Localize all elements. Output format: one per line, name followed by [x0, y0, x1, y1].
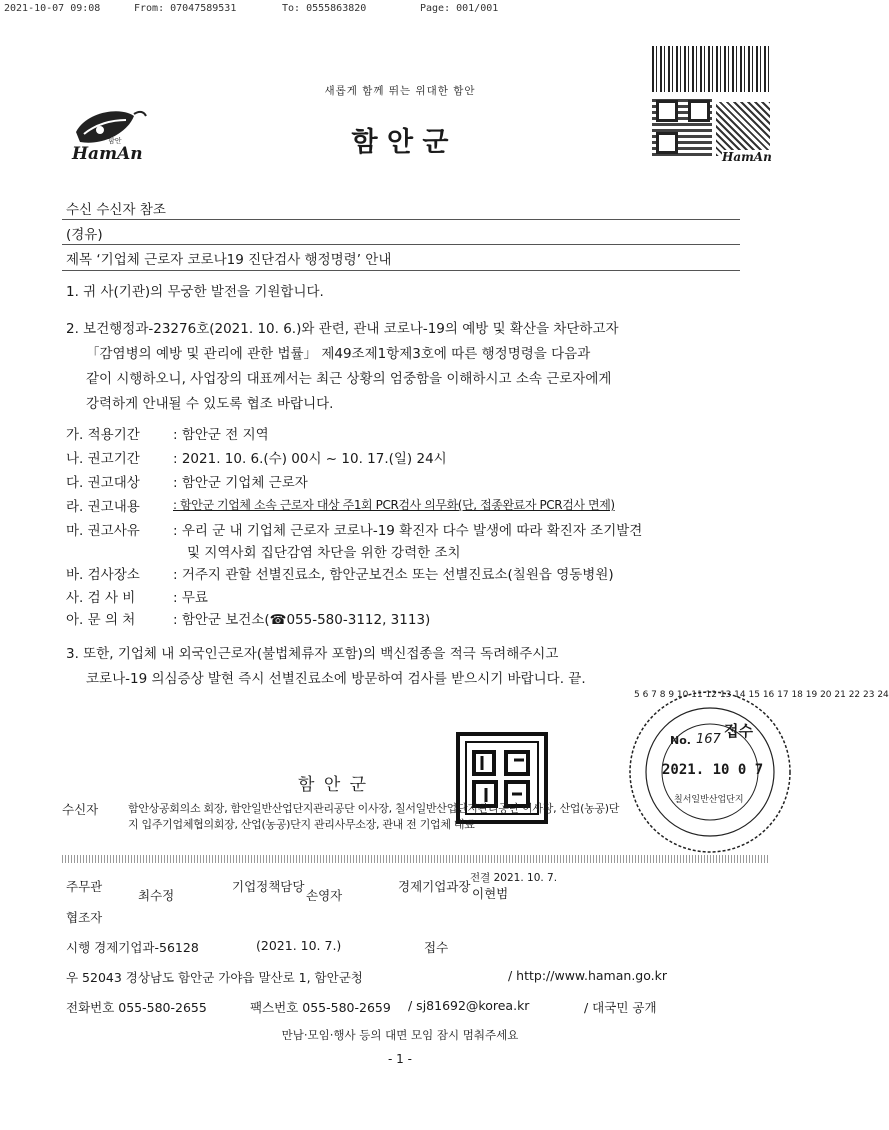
hatched-divider	[62, 855, 768, 863]
divider	[62, 244, 740, 245]
originator-name: 최수정	[138, 888, 175, 903]
item-value: : 함안군 보건소(☎055-580-3112, 3113)	[173, 612, 431, 628]
paragraph-2-line-2: 「감염병의 예방 및 관리에 관한 법률」 제49조제1항제3호에 따른 행정명령을 다음과	[86, 346, 591, 362]
email-address[interactable]: / sj81692@korea.kr	[408, 998, 530, 1013]
via-line: (경유)	[66, 227, 103, 243]
barcode-strip	[652, 46, 772, 92]
qr-finder-icon	[656, 100, 678, 122]
stamp-label: 접수	[724, 722, 753, 740]
paragraph-2-line-4: 강력하게 안내될 수 있도록 협조 바랍니다.	[86, 396, 334, 412]
final-approval: 전결 2021. 10. 7.	[470, 872, 558, 884]
stamp-date: 2021. 10 0 7	[662, 762, 764, 778]
item-label: 나. 권고기간	[66, 451, 140, 467]
homepage-url[interactable]: / http://www.haman.go.kr	[508, 968, 668, 983]
enforcement-number: 시행 경제기업과-56128	[66, 940, 199, 955]
address: 우 52043 경상남도 함안군 가야읍 말산로 1, 함안군청	[66, 970, 363, 985]
divider	[62, 270, 740, 271]
subject-line: 제목 ‘기업체 근로자 코로나19 진단검사 행정명령’ 안내	[66, 252, 392, 268]
recipients-line-1: 함안상공회의소 회장, 함안일반산업단지관리공단 이사장, 칠서일반산업단지관리공단 이사장, 산업(농공)단	[128, 802, 620, 815]
qr-finder-icon	[656, 132, 678, 154]
item-label: 마. 권고사유	[66, 523, 140, 539]
paragraph-3-line-2: 코로나-19 의심증상 발현 즉시 선별진료소에 방문하여 검사를 받으시기 바랍니다. 끝.	[86, 671, 586, 687]
paragraph-2-line-3: 같이 시행하오니, 사업장의 대표께서는 최근 상황의 엄중함을 이해하시고 소속 근로자에게	[86, 371, 612, 387]
coop-label: 협조자	[66, 910, 103, 925]
paragraph-2-line-1: 2. 보건행정과-23276호(2021. 10. 6.)와 관련, 관내 코로나-19의 예방 및 확산을 차단하고자	[66, 321, 619, 337]
org-title: 함 안 군	[351, 127, 449, 158]
fax-page: Page: 001/001	[420, 3, 499, 14]
stamp-bottom: 칠서일반산업단지	[674, 795, 744, 805]
receipt-stamp	[626, 688, 889, 856]
qr-logo-text: HamAn	[722, 150, 772, 164]
logo-text: HamAn	[72, 144, 143, 164]
logo-small-text: 함안	[108, 137, 122, 145]
sender-name: 함 안 군	[298, 775, 369, 795]
qr-matrix-2	[716, 102, 770, 156]
fax-number: 팩스번호 055-580-2659	[250, 1000, 391, 1015]
stamp-number: 167	[696, 732, 721, 747]
item-value: : 무료	[173, 590, 208, 606]
team-label: 기업정책담당	[232, 879, 305, 894]
item-label: 다. 권고대상	[66, 475, 140, 491]
dept-label: 경제기업과장	[398, 879, 471, 894]
dept-head-name: 이현범	[472, 886, 509, 901]
qr-finder-icon	[688, 100, 710, 122]
item-value: : 함안군 기업체 근로자	[173, 475, 308, 491]
qr-code	[652, 46, 772, 166]
receipt-label: 접수	[424, 940, 449, 955]
divider	[62, 219, 740, 220]
enforcement-date: (2021. 10. 7.)	[256, 938, 342, 953]
item-label: 라. 권고내용	[66, 499, 140, 515]
disclosure-status: / 대국민 공개	[584, 1000, 657, 1015]
campaign-message: 만남·모임·행사 등의 대면 모임 잠시 멈춰주세요	[281, 1028, 519, 1042]
item-label: 아. 문 의 처	[66, 612, 136, 628]
team-head-name: 손영자	[306, 888, 343, 903]
item-value: : 함안군 기업체 소속 근로자 대상 주1회 PCR검사 의무화(단, 접종완료자 PCR검사 면제)	[173, 498, 615, 512]
paragraph-1: 1. 귀 사(기관)의 무궁한 발전을 기원합니다.	[66, 284, 324, 300]
originator-label: 주무관	[66, 879, 103, 894]
item-value: : 거주지 관할 선별진료소, 함안군보건소 또는 선별진료소(칠원읍 영동병원)	[173, 567, 614, 583]
recipient-line: 수신 수신자 참조	[66, 202, 166, 218]
slogan: 새롭게 함께 뛰는 위대한 함안	[324, 85, 476, 97]
page-number: - 1 -	[388, 1052, 412, 1066]
paragraph-3-line-1: 3. 또한, 기업체 내 외국인근로자(불법체류자 포함)의 백신접종을 적극 독려해주시고	[66, 646, 559, 662]
item-label: 바. 검사장소	[66, 567, 140, 583]
fax-datetime: 2021-10-07 09:08	[4, 3, 101, 14]
stamp-no: No.	[670, 734, 691, 747]
item-value: : 우리 군 내 기업체 근로자 코로나-19 확진자 다수 발생에 따라 확진자 조기발견	[173, 523, 643, 539]
item-value-continued: 및 지역사회 집단감염 차단을 위한 강력한 조치	[187, 545, 461, 561]
phone-number: 전화번호 055-580-2655	[66, 1000, 207, 1015]
stamp-ring-numbers: 5 6 7 8 9 10 11 12 13 14 15 16 17 18 19 20 21 22 23 24	[634, 690, 889, 700]
item-value: : 2021. 10. 6.(수) 00시 ~ 10. 17.(일) 24시	[173, 451, 447, 467]
recipients-line-2: 지 입주기업체협의회장, 산업(농공)단지 관리사무소장, 관내 전 기업체 대표	[128, 818, 475, 831]
recipients-label: 수신자	[62, 802, 99, 817]
item-label: 가. 적용기간	[66, 427, 140, 443]
fax-from: From: 07047589531	[134, 3, 237, 14]
fax-to: To: 0555863820	[282, 3, 367, 14]
item-value: : 함안군 전 지역	[173, 427, 269, 443]
item-label: 사. 검 사 비	[66, 590, 136, 606]
